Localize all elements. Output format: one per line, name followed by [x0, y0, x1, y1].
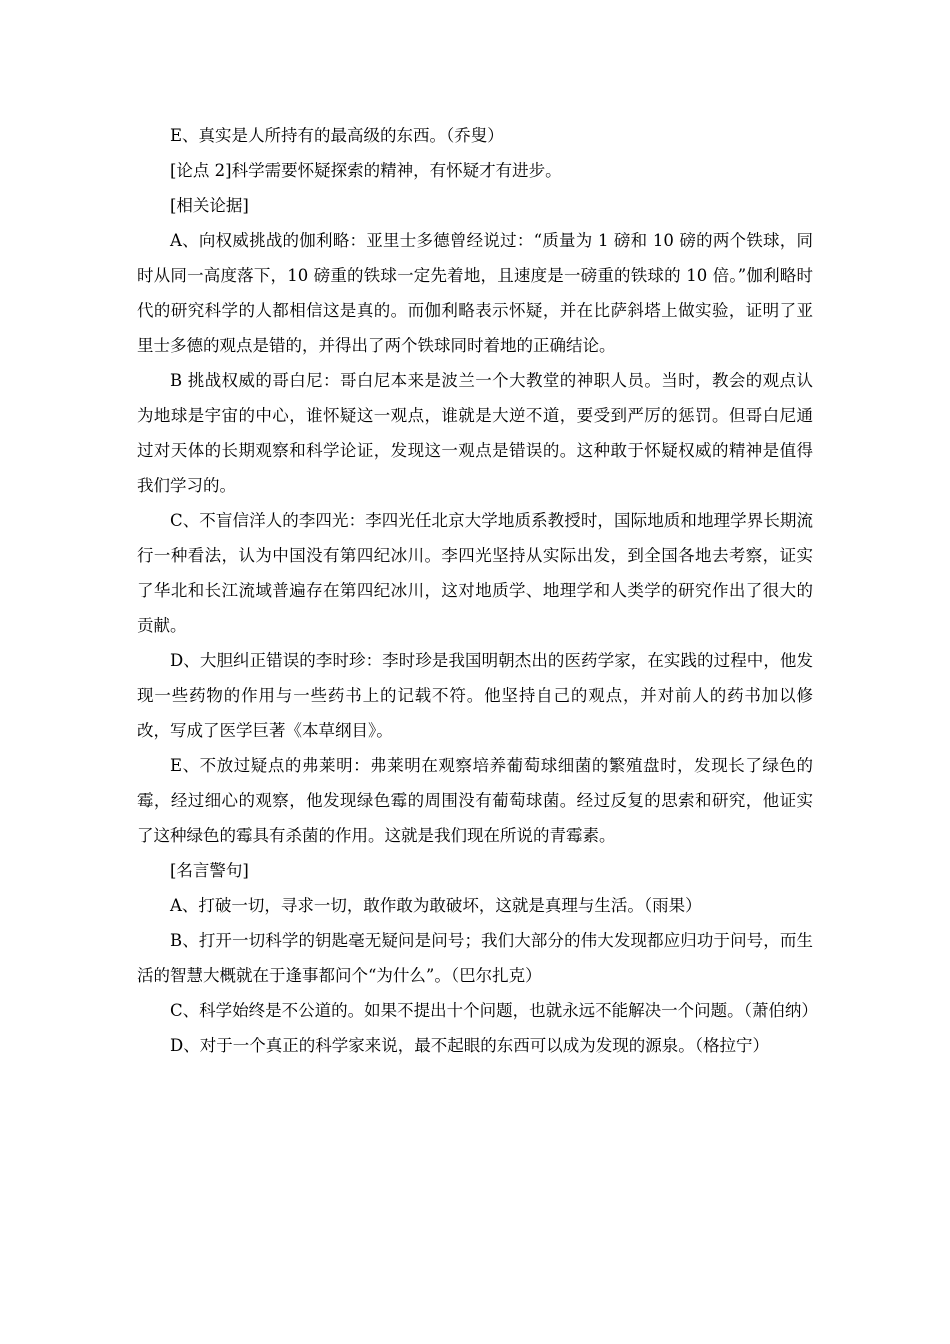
document-body	[137, 118, 818, 1063]
quotes-heading: [名言警句]	[170, 861, 249, 880]
quote-c-shaw: C、科学始终是不公道的。如果不提出十个问题，也就永远不能解决一个问题。（萧伯纳）	[170, 1001, 818, 1020]
evidence-d-li-shizhen: D、大胆纠正错误的李时珍：李时珍是我国明朝杰出的医药学家，在实践的过程中，他发现一些药物的作用与一些药书上的记载不符。他坚持自己的观点，并对前人的药书加以修改，写成了医学巨著《本草纲目》。	[137, 651, 813, 740]
quote-a-hugo: A、打破一切，寻求一切，敢作敢为敢破坏，这就是真理与生活。（雨果）	[170, 896, 702, 915]
quote-d-granin: D、对于一个真正的科学家来说，最不起眼的东西可以成为发现的源泉。（格拉宁）	[170, 1036, 769, 1055]
quote-b-balzac: B、打开一切科学的钥匙毫无疑问是问号；我们大部分的伟大发现都应归功于问号，而生活的智慧大概就在于逢事都问个“为什么”。（巴尔扎克）	[137, 931, 813, 985]
evidence-a-galileo: A、向权威挑战的伽利略：亚里士多德曾经说过：“质量为 1 磅和 10 磅的两个铁球，同时从同一高度落下，10 磅重的铁球一定先着地，且速度是一磅重的铁球的 10 倍。”伽利略时代的研究科学的人都相信这是真的。而伽利略表示怀疑，并在比萨斜塔上做实验，证明了亚里士多德的观点是错的，并得出了两个铁球同时着地的正确结论。	[137, 231, 813, 355]
evidence-c-li-siguang: C、不盲信洋人的李四光：李四光任北京大学地质系教授时，国际地质和地理学界长期流行一种看法，认为中国没有第四纪冰川。李四光坚持从实际出发，到全国各地去考察，证实了华北和长江流域普遍存在第四纪冰川，这对地质学、地理学和人类学的研究作出了很大的贡献。	[137, 511, 813, 635]
quote-e-chaucer: E、真实是人所持有的最高级的东西。（乔叟）	[170, 126, 504, 145]
evidence-heading: [相关论据]	[170, 196, 249, 215]
evidence-e-fleming: E、不放过疑点的弗莱明：弗莱明在观察培养葡萄球细菌的繁殖盘时，发现长了绿色的霉，经过细心的观察，他发现绿色霉的周围没有葡萄球菌。经过反复的思索和研究，他证实了这种绿色的霉具有杀菌的作用。这就是我们现在所说的青霉素。	[137, 756, 813, 845]
evidence-b-copernicus: B 挑战权威的哥白尼：哥白尼本来是波兰一个大教堂的神职人员。当时，教会的观点认为地球是宇宙的中心，谁怀疑这一观点，谁就是大逆不道，要受到严厉的惩罚。但哥白尼通过对天体的长期观察和科学论证，发现这一观点是错误的。这种敢于怀疑权威的精神是值得我们学习的。	[137, 371, 813, 495]
argument-2-heading: [论点 2]科学需要怀疑探索的精神，有怀疑才有进步。	[170, 161, 562, 180]
